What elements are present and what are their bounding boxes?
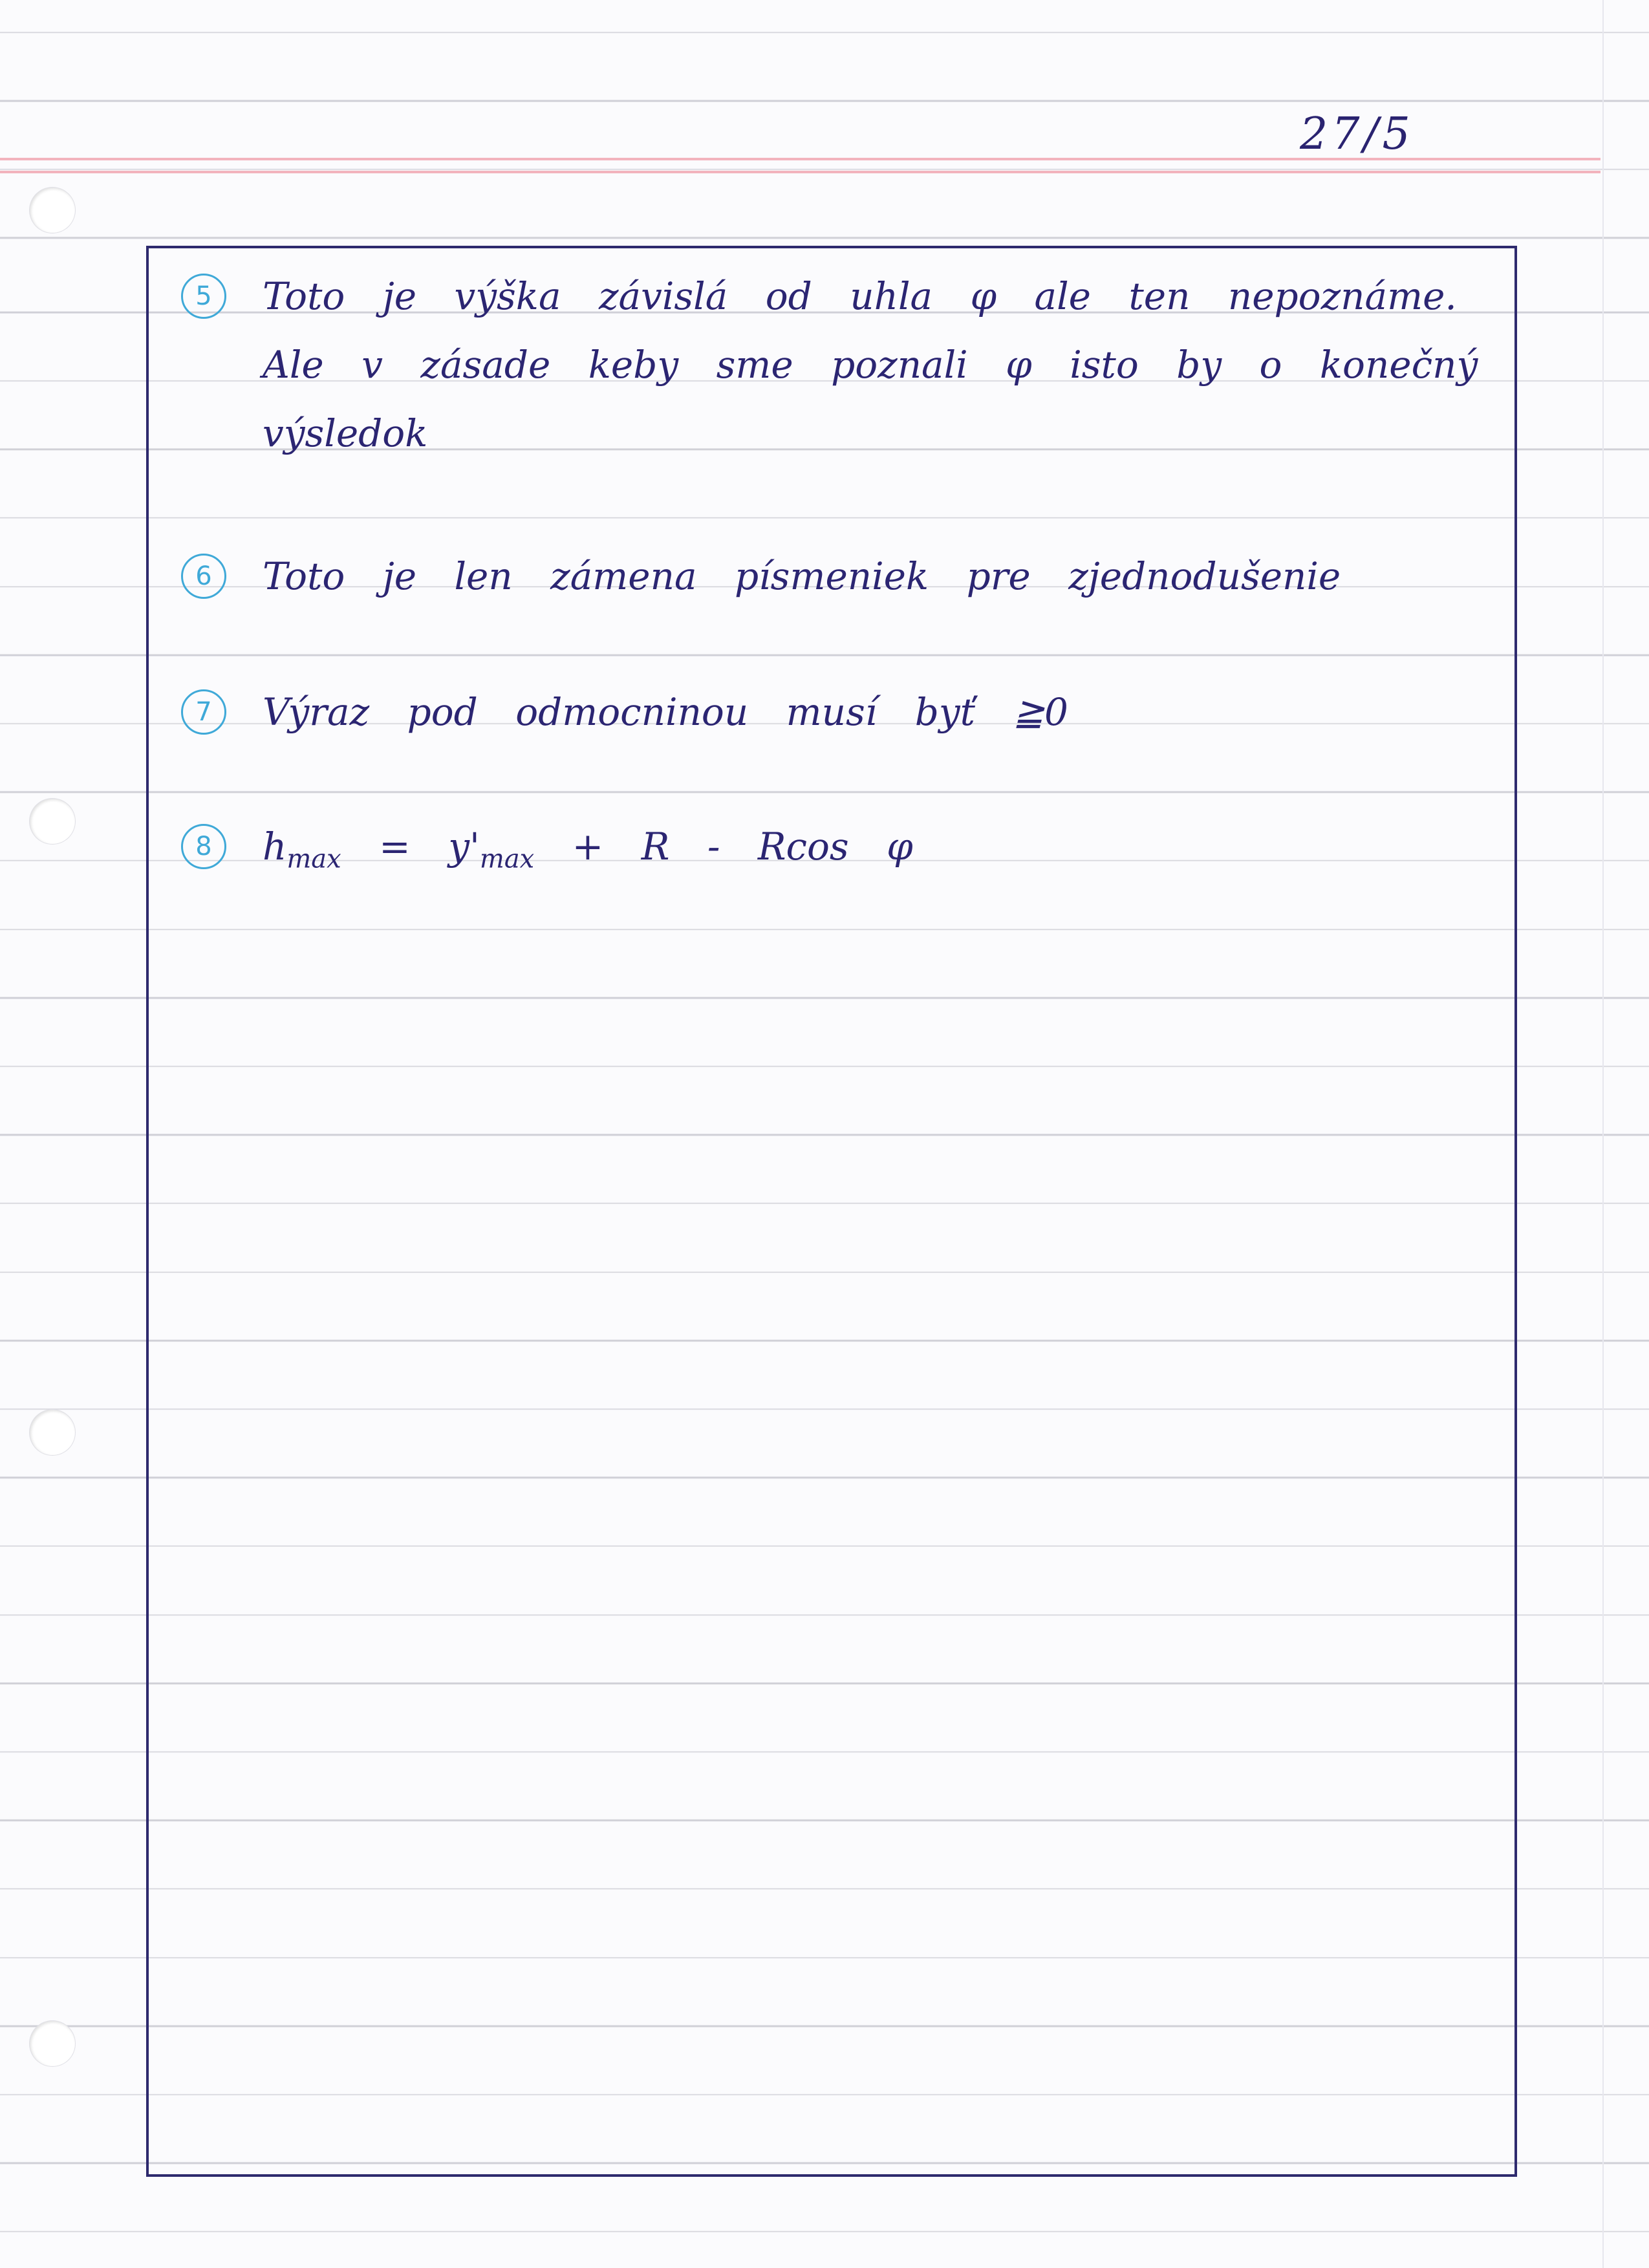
content-frame (146, 246, 1517, 2177)
formula-y-subscript: max (479, 844, 535, 874)
formula-h: h (263, 825, 287, 869)
punch-hole (30, 2021, 75, 2066)
punch-hole (30, 1410, 75, 1455)
punch-hole (30, 188, 75, 233)
note-number-badge: 6 (181, 554, 226, 599)
note-5 (181, 262, 1478, 468)
note-number-badge: 5 (181, 274, 226, 319)
note-line: Ale v zásade keby sme poznali φ isto by o konečný (263, 343, 1478, 387)
note-6 (181, 542, 1341, 610)
punch-hole (30, 799, 75, 844)
note-line: Toto je výška závislá od uhla φ ale ten nepoznáme. (263, 274, 1457, 318)
note-line: výsledok (263, 411, 428, 455)
formula-hmax (263, 812, 913, 881)
note-number-badge: 8 (181, 824, 226, 869)
formula-y: y' (448, 825, 480, 869)
formula-h-subscript: max (286, 844, 341, 874)
formula-rest: + R - Rcos φ (534, 825, 913, 869)
note-line: Toto je len zámena písmeniek pre zjednodušenie (263, 554, 1341, 598)
note-7 (181, 678, 1068, 746)
header-margin-line-2 (0, 171, 1600, 173)
right-margin-line (1602, 0, 1604, 2268)
note-line: Výraz pod odmocninou musí byť ≧0 (263, 690, 1068, 734)
note-8 (181, 812, 913, 881)
note-number-badge: 7 (181, 689, 226, 735)
page-number: 27/5 (1300, 109, 1414, 160)
formula-equals: = (341, 825, 449, 869)
